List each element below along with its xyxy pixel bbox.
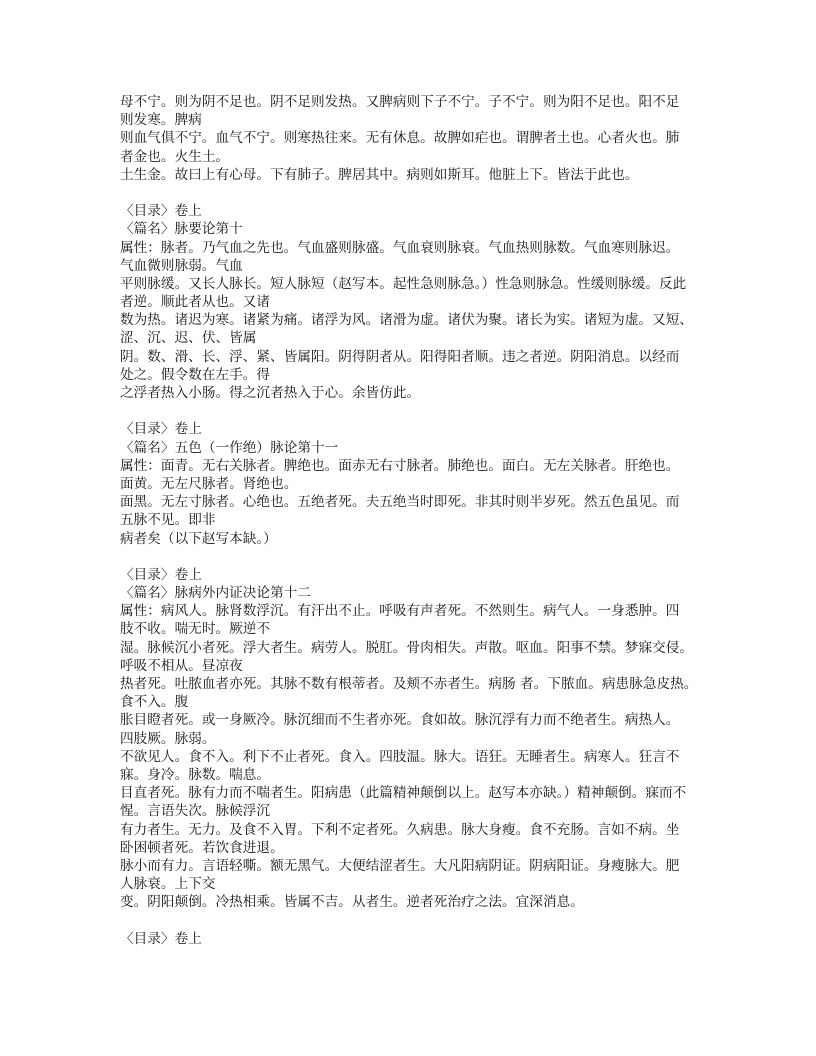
catalog-heading: 〈目录〉卷上 <box>120 566 202 583</box>
text-line: 寐。身冷。脉数。喘息。 <box>120 766 271 783</box>
text-line: 数为热。诸迟为寒。诸紧为痛。诸浮为风。诸滑为虚。诸伏为聚。诸长为实。诸短为虚。又短、 <box>120 312 694 329</box>
blank-line <box>120 402 710 420</box>
text-line: 目直者死。脉有力而不喘者生。阳病患（此篇精神颠倒以上。赵写本亦缺。）精神颠倒。寐而不 <box>120 785 687 802</box>
text-line: 食不入。腹 <box>120 694 189 711</box>
text-line: 面黄。无左尺脉者。肾绝也。 <box>120 475 298 492</box>
catalog-heading: 〈目录〉卷上 <box>120 203 202 220</box>
chapter-title: 〈篇名〉脉病外内证决论第十二 <box>120 585 312 602</box>
chapter-title: 〈篇名〉五色（一作绝）脉论第十一 <box>120 439 339 456</box>
text-line: 胀目瞪者死。或一身厥冷。脉沉细而不生者亦死。食如故。脉沉浮有力而不绝者生。病热人。 <box>120 712 680 729</box>
text-line: 卧困顿者死。若饮食进退。 <box>120 839 284 856</box>
text-line: 四肢厥。脉弱。 <box>120 730 216 747</box>
text-line: 呼吸不相从。昼凉夜 <box>120 657 243 674</box>
catalog-heading: 〈目录〉卷上 <box>120 421 202 438</box>
document-body <box>120 93 710 948</box>
text-line: 属性：病风人。脉肾数浮沉。有汗出不止。呼吸有声者死。不然则生。病气人。一身悉肿。四 <box>120 603 680 620</box>
text-line: 五脉不见。即非 <box>120 512 216 529</box>
text-line: 热者死。吐脓血者亦死。其脉不数有根蒂者。及颊不赤者生。病肠 者。下脓血。病患脉急皮热。 <box>120 676 698 692</box>
text-line: 不欲见人。食不入。利下不止者死。食入。四肢温。脉大。语狂。无睡者生。病寒人。狂言不 <box>120 748 680 765</box>
text-line: 病者矣（以下赵写本缺。） <box>120 530 277 547</box>
text-line: 处之。假令数在左手。得 <box>120 366 271 383</box>
text-line: 则发寒。脾病 <box>120 112 202 129</box>
text-line: 之浮者热入小肠。得之沉者热入于心。余皆仿此。 <box>120 385 421 401</box>
catalog-heading: 〈目录〉卷上 <box>120 930 202 947</box>
text-line: 惺。言语失次。脉候浮沉 <box>120 803 271 820</box>
blank-line <box>120 911 710 929</box>
text-line: 气血微则脉弱。气血 <box>120 257 243 274</box>
text-line: 属性：面青。无右关脉者。脾绝也。面赤无右寸脉者。肺绝也。面白。无左关脉者。肝绝也。 <box>120 457 680 474</box>
text-line: 涩、沉、迟、伏、皆属 <box>120 330 257 347</box>
text-line: 肢不收。喘无时。厥逆不 <box>120 621 271 638</box>
text-line: 平则脉缓。又长人脉长。短人脉短（赵写本。起性急则脉急。）性急则脉急。性缓则脉缓。反此 <box>120 275 687 292</box>
text-line: 有力者生。无力。及食不入胃。下利不定者死。久病患。脉大身瘦。食不充肠。言如不病。坐 <box>120 821 680 838</box>
blank-line <box>120 184 710 202</box>
text-line: 变。阴阳颠倒。冷热相乘。皆属不吉。从者生。逆者死治疗之法。宜深消息。 <box>120 894 584 911</box>
text-line: 面黑。无左寸脉者。心绝也。五绝者死。夫五绝当时即死。非其时则半岁死。然五色虽见。而 <box>120 494 680 511</box>
text-line: 者金也。火生土。 <box>120 148 230 165</box>
text-line: 属性：脉者。乃气血之先也。气血盛则脉盛。气血衰则脉衰。气血热则脉数。气血寒则脉迟。 <box>120 239 680 256</box>
text-line: 人脉衰。上下交 <box>120 876 216 893</box>
text-line: 脉小而有力。言语轻嘶。额无黑气。大便结涩者生。大凡阳病阴证。阴病阳证。身瘦脉大。肥 <box>120 857 680 874</box>
text-line: 阴。数、滑、长、浮、紧、皆属阳。阴得阴者从。阳得阳者顺。违之者逆。阴阳消息。以经而 <box>120 348 680 365</box>
text-line: 者逆。顺此者从也。又诸 <box>120 294 271 311</box>
chapter-title: 〈篇名〉脉要论第十 <box>120 221 243 238</box>
text-line: 湿。脉候沉小者死。浮大者生。病劳人。脱肛。骨肉相失。声散。呕血。阳事不禁。梦寐交侵。 <box>120 639 694 656</box>
text-line: 土生金。故曰上有心母。下有肺子。脾居其中。病则如斯耳。他脏上下。皆法于此也。 <box>120 166 639 183</box>
text-line: 母不宁。则为阴不足也。阴不足则发热。又脾病则下子不宁。子不宁。则为阳不足也。阳不足 <box>120 94 680 110</box>
blank-line <box>120 548 710 566</box>
text-line: 则血气俱不宁。血气不宁。则寒热往来。无有休息。故脾如疟也。谓脾者土也。心者火也。肺 <box>120 130 680 147</box>
